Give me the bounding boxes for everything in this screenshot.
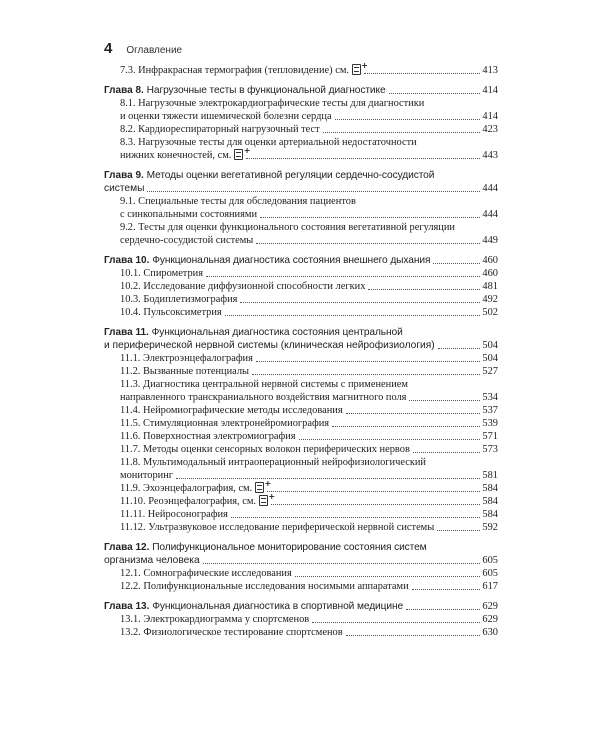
dot-leader	[437, 530, 480, 531]
entry-title-line: 11.3. Диагностика центральной нервной системы с применением	[120, 379, 408, 390]
entry-title	[120, 567, 292, 580]
toc-chapter[interactable]	[104, 254, 498, 267]
page-ref[interactable]: 504	[482, 340, 498, 351]
running-title: Оглавление	[126, 45, 183, 56]
entry-title	[120, 391, 406, 404]
page-ref[interactable]: 629	[482, 614, 498, 625]
chapter-title: Функциональная диагностика состояния внешнего дыхания	[152, 255, 431, 266]
chapter-heading-line	[104, 169, 498, 182]
toc-line	[120, 234, 498, 247]
dot-leader	[231, 517, 481, 518]
toc-section[interactable]	[104, 626, 498, 639]
toc-section[interactable]	[104, 195, 498, 221]
toc-line	[120, 280, 498, 293]
page-ref[interactable]: 460	[482, 255, 498, 266]
entry-title-line: 9.2. Тесты для оценки функционального состояния вегетативной регуляции	[120, 222, 455, 233]
entry-title	[104, 254, 430, 267]
toc-section[interactable]	[104, 567, 498, 580]
entry-text: нижних конечностей, см.	[120, 150, 232, 161]
entry-text: направленного транскраниального воздействия магнитного поля	[120, 392, 407, 403]
entry-text: мониторинг	[120, 470, 174, 481]
entry-title	[120, 352, 253, 365]
entry-text: 11.2. Вызванные потенциалы	[120, 366, 250, 377]
toc-chapter[interactable]	[104, 326, 498, 352]
toc-section[interactable]	[104, 521, 498, 534]
dot-leader	[312, 622, 480, 623]
entry-text: организма человека	[104, 555, 200, 566]
page-ref[interactable]: 413	[482, 65, 498, 76]
entry-title	[120, 234, 253, 247]
page-ref[interactable]: 571	[482, 431, 498, 442]
dot-leader	[368, 289, 480, 290]
dot-leader	[409, 400, 480, 401]
page-ref[interactable]: 414	[482, 85, 498, 96]
dot-leader	[252, 374, 480, 375]
toc-line	[120, 443, 498, 456]
ebook-plus-icon[interactable]	[352, 64, 361, 75]
dot-leader	[225, 315, 481, 316]
page-ref[interactable]: 537	[482, 405, 498, 416]
page-ref[interactable]: 584	[482, 496, 498, 507]
entry-title-line: 11.8. Мультимодальный интраоперационный нейрофизиологический	[120, 457, 426, 468]
entry-title	[120, 64, 361, 77]
chapter-title: Функциональная диагностика состояния центральной	[151, 327, 403, 338]
dot-leader	[260, 217, 480, 218]
dot-leader	[413, 452, 481, 453]
entry-text: 11.4. Нейромиографические методы исследования	[120, 405, 343, 416]
entry-text: 11.9. Эхоэнцефалография, см.	[120, 483, 253, 494]
entry-title	[120, 430, 296, 443]
toc-line	[120, 469, 498, 482]
entry-text: 11.1. Электроэнцефалография	[120, 353, 253, 364]
entry-title	[120, 443, 410, 456]
page-ref[interactable]: 502	[482, 307, 498, 318]
toc-line	[120, 267, 498, 280]
ebook-plus-icon[interactable]	[234, 149, 243, 160]
dot-leader	[433, 263, 480, 264]
page-ref[interactable]: 592	[482, 522, 498, 533]
entry-text: 13.2. Физиологическое тестирование спортсменов	[120, 627, 343, 638]
page-ref[interactable]: 527	[482, 366, 498, 377]
entry-text: 11.7. Методы оценки сенсорных волокон периферических нервов	[120, 444, 410, 455]
toc-chapter[interactable]	[104, 84, 498, 97]
entry-title	[120, 613, 309, 626]
toc-line	[120, 626, 498, 639]
dot-leader	[271, 504, 480, 505]
page-ref[interactable]: 539	[482, 418, 498, 429]
toc-section[interactable]	[104, 430, 498, 443]
entry-text: и оценки тяжести ишемической болезни сердца	[120, 111, 332, 122]
page-ref[interactable]: 629	[482, 601, 498, 612]
toc-section[interactable]	[104, 378, 498, 404]
toc-section[interactable]	[104, 365, 498, 378]
dot-leader	[412, 589, 481, 590]
chapter-label: Глава 13.	[104, 601, 150, 612]
toc-line	[120, 110, 498, 123]
entry-title	[120, 482, 264, 495]
dot-leader	[206, 276, 480, 277]
entry-text: и периферической нервной системы (клиническая нейрофизиология)	[104, 340, 435, 351]
toc-line	[104, 339, 498, 352]
chapter-label: Глава 11.	[104, 327, 149, 338]
toc-line	[120, 430, 498, 443]
dot-leader	[438, 348, 481, 349]
entry-text: 11.11. Нейросонография	[120, 509, 228, 520]
dot-leader	[346, 635, 481, 636]
entry-title	[120, 110, 332, 123]
page-ref[interactable]: 444	[482, 209, 498, 220]
entry-title	[120, 365, 249, 378]
chapter-label: Глава 10.	[104, 255, 150, 266]
toc-section[interactable]	[104, 267, 498, 280]
toc-line	[104, 254, 498, 267]
page-ref[interactable]: 605	[482, 568, 498, 579]
toc-line	[120, 567, 498, 580]
entry-text: 10.1. Спирометрия	[120, 268, 204, 279]
dot-leader	[332, 426, 480, 427]
entry-text: 7.3. Инфракрасная термография (тепловидение) см.	[120, 65, 349, 76]
dot-leader	[389, 93, 481, 94]
entry-title	[120, 495, 268, 508]
page-ref[interactable]: 414	[482, 111, 498, 122]
entry-title	[120, 521, 434, 534]
ebook-plus-icon[interactable]	[259, 495, 268, 506]
dot-leader	[246, 158, 480, 159]
entry-text: 10.2. Исследование диффузионной способности легких	[120, 281, 366, 292]
chapter-label: Глава 12.	[104, 542, 150, 553]
entry-title	[120, 293, 237, 306]
entry-title-line: 8.3. Нагрузочные тесты для оценки артериальной недостаточности	[120, 137, 417, 148]
chapter-title: Функциональная диагностика в спортивной медицине	[152, 601, 404, 612]
chapter-label: Глава 9.	[104, 170, 144, 181]
toc-line	[120, 149, 498, 162]
toc-section[interactable]	[104, 352, 498, 365]
toc-section[interactable]	[104, 443, 498, 456]
entry-title	[120, 123, 320, 136]
entry-text: сердечно-сосудистой системы	[120, 235, 254, 246]
chapter-label: Глава 8.	[104, 85, 144, 96]
ebook-plus-icon[interactable]	[255, 482, 264, 493]
page-ref[interactable]: 534	[482, 392, 498, 403]
toc-section[interactable]	[104, 482, 498, 495]
entry-title-line: 9.1. Специальные тесты для обследования пациентов	[120, 196, 356, 207]
entry-title	[120, 280, 365, 293]
toc-section[interactable]	[104, 221, 498, 247]
toc-line	[120, 391, 498, 404]
toc-section[interactable]	[104, 456, 498, 482]
toc-section[interactable]	[104, 508, 498, 521]
toc-chapter[interactable]	[104, 169, 498, 195]
entry-text: 11.6. Поверхностная электромиография	[120, 431, 296, 442]
entry-title	[120, 580, 409, 593]
entry-title	[104, 554, 200, 567]
toc-line	[120, 64, 498, 77]
chapter-title: Методы оценки вегетативной регуляции сердечно-сосудистой	[146, 170, 435, 181]
toc-line	[120, 613, 498, 626]
dot-leader	[299, 439, 481, 440]
toc-section[interactable]	[104, 64, 498, 77]
toc-line	[120, 404, 498, 417]
dot-leader	[176, 478, 480, 479]
toc-section[interactable]	[104, 404, 498, 417]
page-ref[interactable]: 443	[482, 150, 498, 161]
toc-line	[120, 306, 498, 319]
page-ref[interactable]: 460	[482, 268, 498, 279]
dot-leader	[203, 563, 481, 564]
page-ref[interactable]: 630	[482, 627, 498, 638]
dot-leader	[267, 491, 480, 492]
page-ref[interactable]: 617	[482, 581, 498, 592]
toc-section[interactable]	[104, 306, 498, 319]
page-ref[interactable]: 449	[482, 235, 498, 246]
toc-section[interactable]	[104, 580, 498, 593]
toc-section[interactable]	[104, 280, 498, 293]
page-ref[interactable]: 481	[482, 281, 498, 292]
toc-line	[120, 365, 498, 378]
entry-title	[104, 339, 435, 352]
page-ref[interactable]: 581	[482, 470, 498, 481]
toc-line	[120, 123, 498, 136]
dot-leader	[323, 132, 481, 133]
toc-line	[120, 508, 498, 521]
dot-leader	[147, 191, 480, 192]
entry-text: с синкопальными состояниями	[120, 209, 258, 220]
entry-text: 13.1. Электрокардиограмма у спортсменов	[120, 614, 310, 625]
toc-section[interactable]	[104, 417, 498, 430]
toc-section[interactable]	[104, 123, 498, 136]
entry-title	[104, 84, 386, 97]
entry-text: 10.3. Бодиплетизмография	[120, 294, 238, 305]
page-ref[interactable]: 423	[482, 124, 498, 135]
page-ref[interactable]: 605	[482, 555, 498, 566]
dot-leader	[335, 119, 481, 120]
chapter-title: Полифункциональное мониторирование состояния систем	[152, 542, 427, 553]
toc-line	[104, 554, 498, 567]
toc-chapter[interactable]	[104, 541, 498, 567]
entry-text: 12.1. Сомнографические исследования	[120, 568, 292, 579]
entry-text: 11.12. Ультразвуковое исследование периферической нервной системы	[120, 522, 435, 533]
dot-leader	[346, 413, 481, 414]
dot-leader	[364, 73, 480, 74]
page-ref[interactable]: 444	[482, 183, 498, 194]
chapter-title: Нагрузочные тесты в функциональной диагностике	[146, 85, 386, 96]
page-header	[104, 40, 182, 57]
entry-title	[120, 404, 343, 417]
page-number: 4	[104, 40, 113, 57]
dot-leader	[295, 576, 481, 577]
toc-line	[120, 495, 498, 508]
dot-leader	[256, 243, 480, 244]
entry-title	[120, 417, 329, 430]
toc-section[interactable]	[104, 136, 498, 162]
page-ref[interactable]: 573	[482, 444, 498, 455]
toc-line	[120, 417, 498, 430]
entry-title	[104, 182, 144, 195]
toc-chapter[interactable]	[104, 600, 498, 613]
dot-leader	[256, 361, 481, 362]
toc-section[interactable]	[104, 613, 498, 626]
chapter-heading-line	[104, 326, 498, 339]
chapter-heading-line	[104, 541, 498, 554]
page-ref[interactable]: 504	[482, 353, 498, 364]
entry-title	[120, 208, 257, 221]
toc-line	[120, 208, 498, 221]
table-of-contents	[104, 60, 498, 639]
toc-section[interactable]	[104, 97, 498, 123]
entry-title	[104, 600, 403, 613]
toc-section[interactable]	[104, 495, 498, 508]
toc-line	[104, 84, 498, 97]
page-ref[interactable]: 584	[482, 483, 498, 494]
entry-title	[120, 306, 222, 319]
entry-text: системы	[104, 183, 145, 194]
entry-title	[120, 149, 243, 162]
entry-text: 12.2. Полифункциональные исследования носимыми аппаратами	[120, 581, 409, 592]
entry-title	[120, 267, 203, 280]
toc-line	[120, 352, 498, 365]
toc-line	[120, 580, 498, 593]
toc-line	[120, 521, 498, 534]
page-ref[interactable]: 492	[482, 294, 498, 305]
page-ref[interactable]: 584	[482, 509, 498, 520]
toc-line	[104, 600, 498, 613]
toc-line	[120, 482, 498, 495]
dot-leader	[240, 302, 480, 303]
entry-title	[120, 469, 173, 482]
entry-text: 11.5. Стимуляционная электронейромиография	[120, 418, 330, 429]
dot-leader	[406, 609, 480, 610]
entry-title	[120, 626, 343, 639]
entry-title-line: 8.1. Нагрузочные электрокардиографические тесты для диагностики	[120, 98, 425, 109]
toc-line	[120, 293, 498, 306]
toc-line	[104, 182, 498, 195]
entry-title	[120, 508, 228, 521]
entry-text: 11.10. Реоэнцефалография, см.	[120, 496, 257, 507]
entry-text: 10.4. Пульсоксиметрия	[120, 307, 222, 318]
entry-text: 8.2. Кардиореспираторный нагрузочный тест	[120, 124, 320, 135]
toc-section[interactable]	[104, 293, 498, 306]
